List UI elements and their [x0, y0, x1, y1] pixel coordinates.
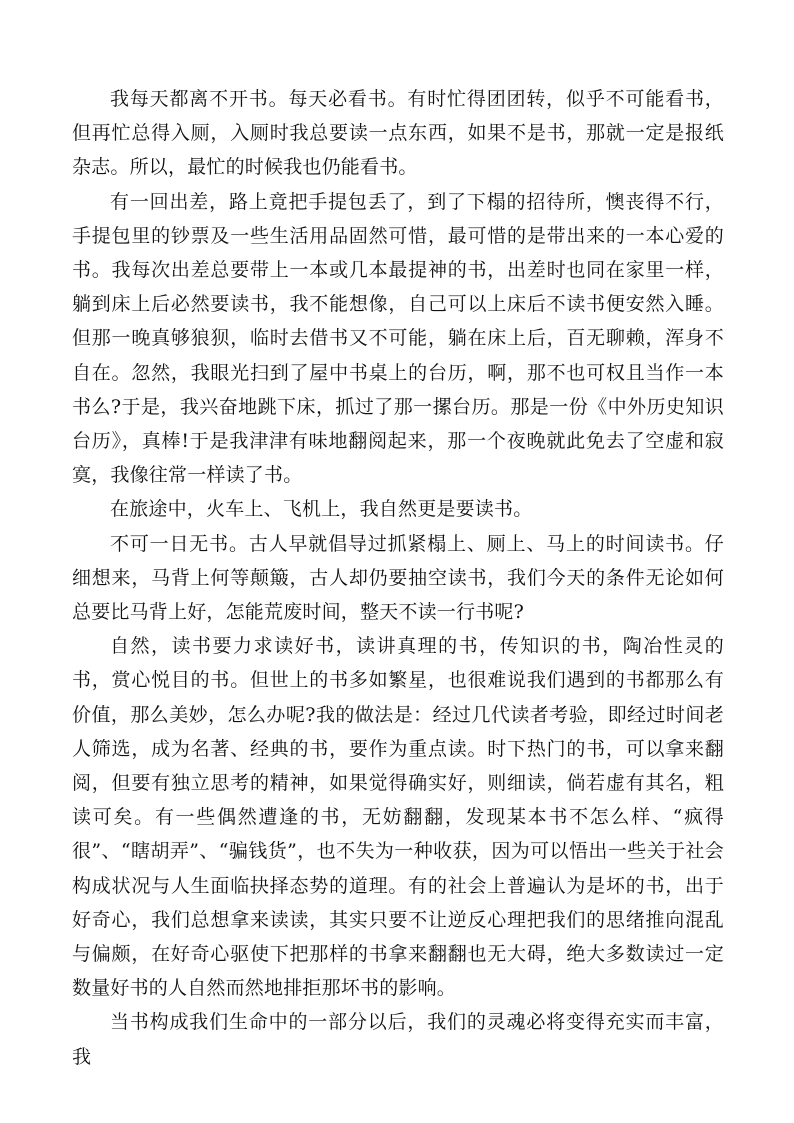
paragraph-4: 不可一日无书。古人早就倡导过抓紧榻上、厕上、马上的时间读书。仔细想来，马背上何等颠簸，古人却仍要抽空读书，我们今天的条件无论如何总要比马背上好，怎能荒废时间，整天不读一行书呢?: [72, 532, 724, 624]
paragraph-6: 当书构成我们生命中的一部分以后，我们的灵魂必将变得充实而丰富，我: [72, 1011, 724, 1068]
paragraph-2: 有一回出差，路上竟把手提包丢了，到了下榻的招待所，懊丧得不行，手提包里的钞票及一些生活用品固然可惜，最可惜的是带出来的一本心爱的书。我每次出差总要带上一本或几本最提神的书，出差时也同在家里一样，躺到床上后必然要读书，我不能想像，自己可以上床后不读书便安然入睡。但那一晚真够狼狈，临时去借书又不可能，躺在床上后，百无聊赖，浑身不自在。忽然，我眼光扫到了屋中书桌上的台历，啊，那不也可权且当作一本书么?于是，我兴奋地跳下床，抓过了那一摞台历。那是一份《中外历史知识台历》，真棒!于是我津津有味地翻阅起来，那一个夜晚就此免去了空虚和寂寞，我像往常一样读了书。: [72, 190, 724, 487]
paragraph-1: 我每天都离不开书。每天必看书。有时忙得团团转，似乎不可能看书，但再忙总得入厕，入厕时我总要读一点东西，如果不是书，那就一定是报纸杂志。所以，最忙的时候我也仍能看书。: [72, 88, 724, 179]
paragraph-3: 在旅途中，火车上、飞机上，我自然更是要读书。: [110, 498, 533, 521]
paragraph-5: 自然，读书要力求读好书，读讲真理的书，传知识的书，陶冶性灵的书，赏心悦目的书。但世上的书多如繁星，也很难说我们遇到的书都那么有价值，那么美妙，怎么办呢?我的做法是：经过几代读者考验，即经过时间老人筛选，成为名著、经典的书，要作为重点读。时下热门的书，可以拿来翻阅，但要有独立思考的精神，如果觉得确实好，则细读，倘若虚有其名，粗读可矣。有一些偶然遭逢的书，无妨翻翻，发现某本书不怎么样、“疯得很”、“瞎胡弄”、“骗钱货”，也不失为一种收获，因为可以悟出一些关于社会构成状况与人生面临抉择态势的道理。有的社会上普遍认为是坏的书，出于好奇心，我们总想拿来读读，其实只要不让逆反心理把我们的思绪推向混乱与偏颇，在好奇心驱使下把那样的书拿来翻翻也无大碍，绝大多数读过一定数量好书的人自然而然地排拒那坏书的影响。: [72, 635, 724, 1000]
document-body: [72, 82, 724, 1074]
